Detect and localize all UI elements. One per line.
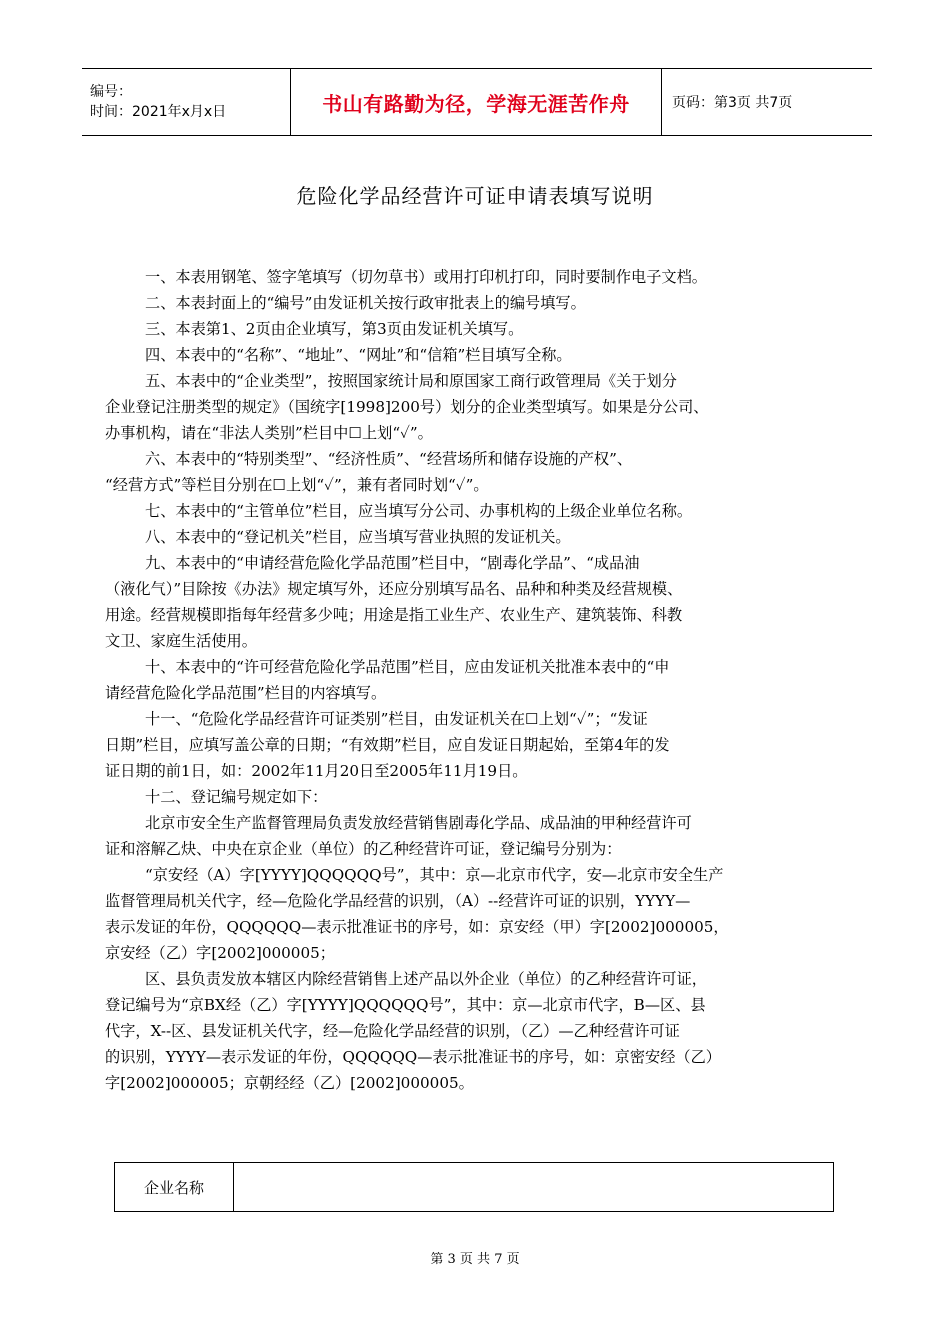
paragraph-line: 四、本表中的“名称”、“地址”、“网址”和“信箱”栏目填写全称。 [145, 346, 572, 364]
paragraph-line: 登记编号为“京BX经（乙）字[YYYY]QQQQQQ号”，其中：京—北京市代字，B—区、县 [105, 996, 706, 1014]
paragraph-line: 三、本表第1、2页由企业填写，第3页由发证机关填写。 [145, 320, 524, 338]
paragraph-line: 区、县负责发放本辖区内除经营销售上述产品以外企业（单位）的乙种经营许可证， [145, 970, 707, 988]
number-label: 编号： [90, 84, 132, 100]
header-meta [82, 69, 291, 136]
company-name-value [234, 1163, 834, 1212]
document-title: 危险化学品经营许可证申请表填写说明 [296, 184, 654, 208]
page-footer: 第 3 页 共 7 页 [430, 1252, 520, 1267]
company-name-label: 企业名称 [115, 1163, 234, 1212]
paragraph-line: 企业登记注册类型的规定》（国统字[1998]200号）划分的企业类型填写。如果是分公司、 [105, 398, 709, 416]
paragraph-line: 五、本表中的“企业类型”，按照国家统计局和原国家工商行政管理局《关于划分 [145, 372, 677, 390]
time-label: 时间：2021年x月x日 [90, 104, 227, 120]
document-body [105, 264, 850, 1096]
paragraph-line: 字[2002]000005；京朝经经（乙）[2002]000005。 [105, 1074, 474, 1092]
paragraph-line: 的识别，YYYY—表示发证的年份，QQQQQQ—表示批准证书的序号，如：京密安经（乙） [105, 1048, 721, 1066]
paragraph-line: 十二、登记编号规定如下： [145, 788, 328, 806]
paragraph-line: 证日期的前1日，如：2002年11月20日至2005年11月19日。 [105, 762, 528, 780]
paragraph-line: 监督管理局机关代字，经—危险化学品经营的识别，（A）--经营许可证的识别，YYYY— [105, 892, 691, 910]
paragraph-line: “京安经（A）字[YYYY]QQQQQQ号”，其中：京—北京市代字，安—北京市安全生产 [145, 866, 724, 884]
paragraph-line: 九、本表中的“申请经营危险化学品范围”栏目中，“剧毒化学品”、“成品油 [145, 554, 640, 572]
paragraph-line: 代字，X--区、县发证机关代字，经—危险化学品经营的识别，（乙）—乙种经营许可证 [105, 1022, 680, 1040]
paragraph-line: 八、本表中的“登记机关”栏目，应当填写营业执照的发证机关。 [145, 528, 571, 546]
paragraph-line: 日期”栏目，应填写盖公章的日期；“有效期”栏目，应自发证日期起始，至第4年的发 [105, 736, 670, 754]
paragraph-line: 用途。经营规模即指每年经营多少吨；用途是指工业生产、农业生产、建筑装饰、科教 [105, 606, 683, 624]
paragraph-line: 京安经（乙）字[2002]000005； [105, 944, 335, 962]
paragraph-line: 文卫、家庭生活使用。 [105, 632, 257, 650]
paragraph-line: （液化气）”目除按《办法》规定填写外，还应分别填写品名、品种和种类及经营规模、 [105, 580, 683, 598]
paragraph-line: “经营方式”等栏目分别在☐上划“✓”，兼有者同时划“✓”。 [105, 476, 489, 494]
paragraph-line: 北京市安全生产监督管理局负责发放经营销售剧毒化学品、成品油的甲种经营许可 [145, 814, 692, 832]
company-name-table [114, 1162, 834, 1212]
paragraph-line: 证和溶解乙炔、中央在京企业（单位）的乙种经营许可证，登记编号分别为： [105, 840, 622, 858]
paragraph-line: 表示发证的年份，QQQQQQ—表示批准证书的序号，如：京安经（甲）字[2002]000005， [105, 918, 729, 936]
paragraph-line: 十一、“危险化学品经营许可证类别”栏目，由发证机关在☐上划“✓”；“发证 [145, 710, 648, 728]
paragraph-line: 一、本表用钢笔、签字笔填写（切勿草书）或用打印机打印，同时要制作电子文档。 [145, 268, 707, 286]
paragraph-line: 七、本表中的“主管单位”栏目，应当填写分公司、办事机构的上级企业单位名称。 [145, 502, 693, 520]
header-page-info: 页码：第3页 共7页 [662, 69, 873, 136]
paragraph-line: 二、本表封面上的“编号”由发证机关按行政审批表上的编号填写。 [145, 294, 586, 312]
paragraph-line: 六、本表中的“特别类型”、“经济性质”、“经营场所和储存设施的产权”、 [145, 450, 633, 468]
header-motto: 书山有路勤为径，学海无涯苦作舟 [291, 69, 662, 136]
paragraph-line: 十、本表中的“许可经营危险化学品范围”栏目，应由发证机关批准本表中的“申 [145, 658, 670, 676]
paragraph-line: 办事机构，请在“非法人类别”栏目中☐上划“✓”。 [105, 424, 433, 442]
page-header [82, 68, 872, 136]
paragraph-line: 请经营危险化学品范围”栏目的内容填写。 [105, 684, 387, 702]
